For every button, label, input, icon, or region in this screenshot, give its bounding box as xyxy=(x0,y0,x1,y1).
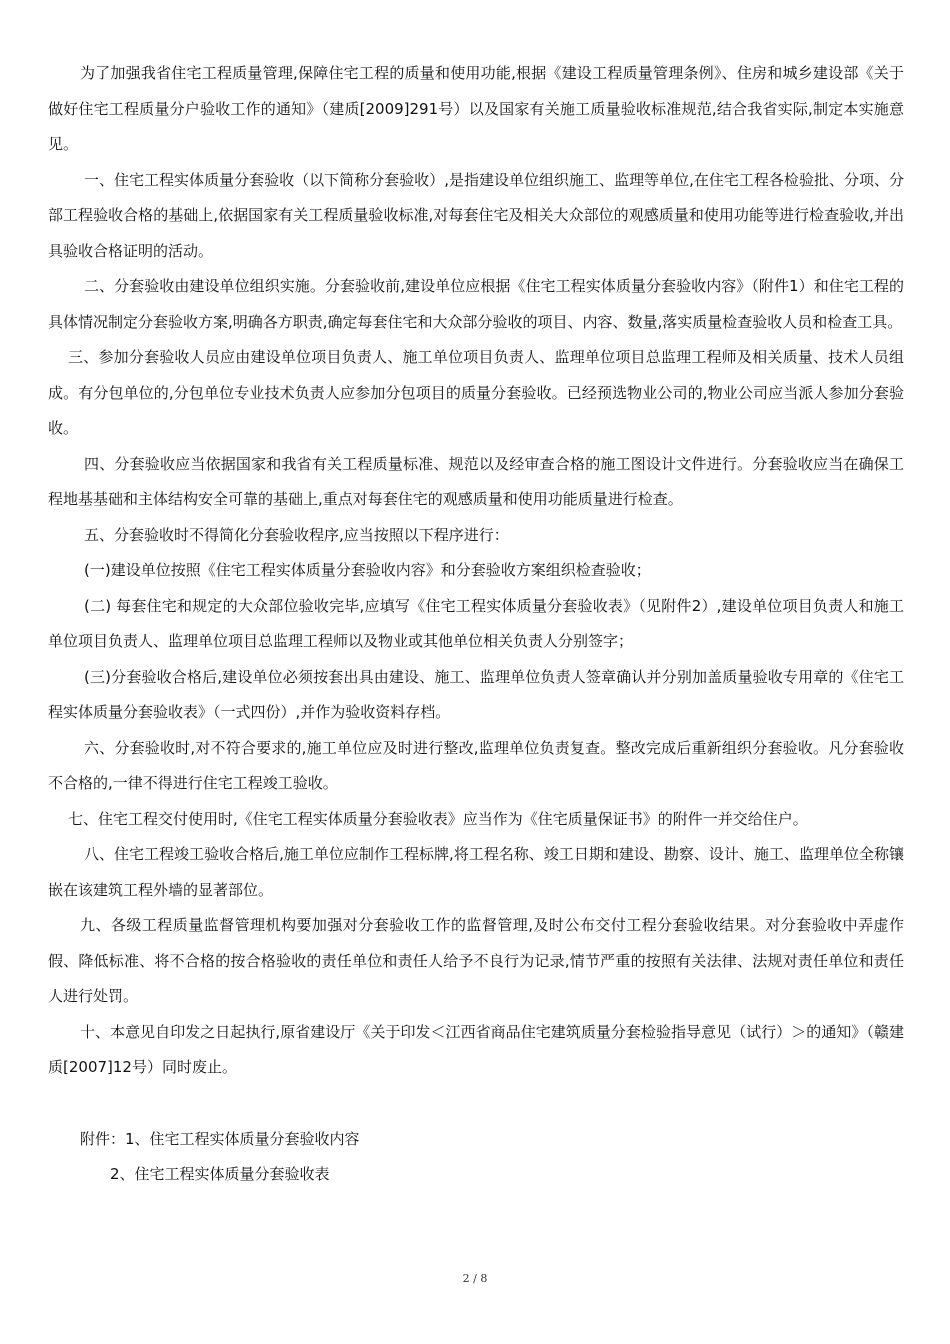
paragraph-7: 七、住宅工程交付使用时,《住宅工程实体质量分套验收表》应当作为《住宅质量保证书》的附件一并交给住户。 xyxy=(68,809,808,828)
paragraph-5-item-3: (三)分套验收合格后,建设单位必须按套出具由建设、施工、监理单位负责人签章确认并分别加盖质量验收专用章的《住宅工程实体质量分套验收表》（一式四份）,并作为验收资料存档。 xyxy=(48,667,904,721)
paragraph-intro: 为了加强我省住宅工程质量管理,保障住宅工程的质量和使用功能,根据《建设工程质量管理条例》、住房和城乡建设部《关于做好住宅工程质量分户验收工作的通知》（建质[2009]291号）以及国家有关施工质量验收标准规范,结合我省实际,制定本实施意见。 xyxy=(48,64,904,153)
spacer xyxy=(48,1086,904,1122)
paragraph-4: 四、分套验收应当依据国家和我省有关工程质量标准、规范以及经审查合格的施工图设计文件进行。分套验收应当在确保工程地基基础和主体结构安全可靠的基础上,重点对每套住宅的观感质量和使用功能质量进行检查。 xyxy=(48,454,904,508)
paragraph-9: 九、各级工程质量监督管理机构要加强对分套验收工作的监督管理,及时公布交付工程分套验收结果。对分套验收中弄虚作假、降低标准、将不合格的按合格验收的责任单位和责任人给予不良行为记录,情节严重的按照有关法律、法规对责任单位和责任人进行处罚。 xyxy=(48,916,904,1005)
paragraph-5-item-1: (一)建设单位按照《住宅工程实体质量分套验收内容》和分套验收方案组织检查验收； xyxy=(84,561,651,579)
attachment-line-1: 附件：1、住宅工程实体质量分套验收内容 xyxy=(80,1129,360,1148)
paragraph-8: 八、住宅工程竣工验收合格后,施工单位应制作工程标牌,将工程名称、竣工日期和建设、勘察、设计、施工、监理单位全称镶嵌在该建筑工程外墙的显著部位。 xyxy=(48,845,904,899)
paragraph-2: 二、分套验收由建设单位组织实施。分套验收前,建设单位应根据《住宅工程实体质量分套验收内容》（附件1）和住宅工程的具体情况制定分套验收方案,明确各方职责,确定每套住宅和大众部分验收的项目、内容、数量,落实质量检查验收人员和检查工具。 xyxy=(48,277,904,331)
paragraph-3: 三、参加分套验收人员应由建设单位项目负责人、施工单位项目负责人、监理单位项目总监理工程师及相关质量、技术人员组成。有分包单位的,分包单位专业技术负责人应参加分包项目的质量分套验收。已经预选物业公司的,物业公司应当派人参加分套验收。 xyxy=(48,348,904,437)
paragraph-10: 十、本意见自印发之日起执行,原省建设厅《关于印发＜江西省商品住宅建筑质量分套检验指导意见（试行）＞的通知》（赣建质[2007]12号）同时废止。 xyxy=(48,1022,904,1076)
page-number: 2 / 8 xyxy=(462,1272,488,1285)
paragraph-5: 五、分套验收时不得简化分套验收程序,应当按照以下程序进行： xyxy=(84,525,509,544)
document-body xyxy=(48,56,904,1192)
paragraph-5-item-2: (二) 每套住宅和规定的大众部位验收完毕,应填写《住宅工程实体质量分套验收表》（见附件2）,建设单位项目负责人和施工单位项目负责人、监理单位项目总监理工程师以及物业或其他单位相关负责人分别签字； xyxy=(48,596,904,650)
paragraph-1: 一、住宅工程实体质量分套验收（以下简称分套验收）,是指建设单位组织施工、监理等单位,在住宅工程各检验批、分项、分部工程验收合格的基础上,依据国家有关工程质量验收标准,对每套住宅及相关大众部位的观感质量和使用功能等进行检查验收,并出具验收合格证明的活动。 xyxy=(48,170,904,260)
attachment-line-2: 2、住宅工程实体质量分套验收表 xyxy=(110,1164,330,1183)
paragraph-6: 六、分套验收时,对不符合要求的,施工单位应及时进行整改,监理单位负责复查。整改完成后重新组织分套验收。凡分套验收不合格的,一律不得进行住宅工程竣工验收。 xyxy=(48,738,904,792)
